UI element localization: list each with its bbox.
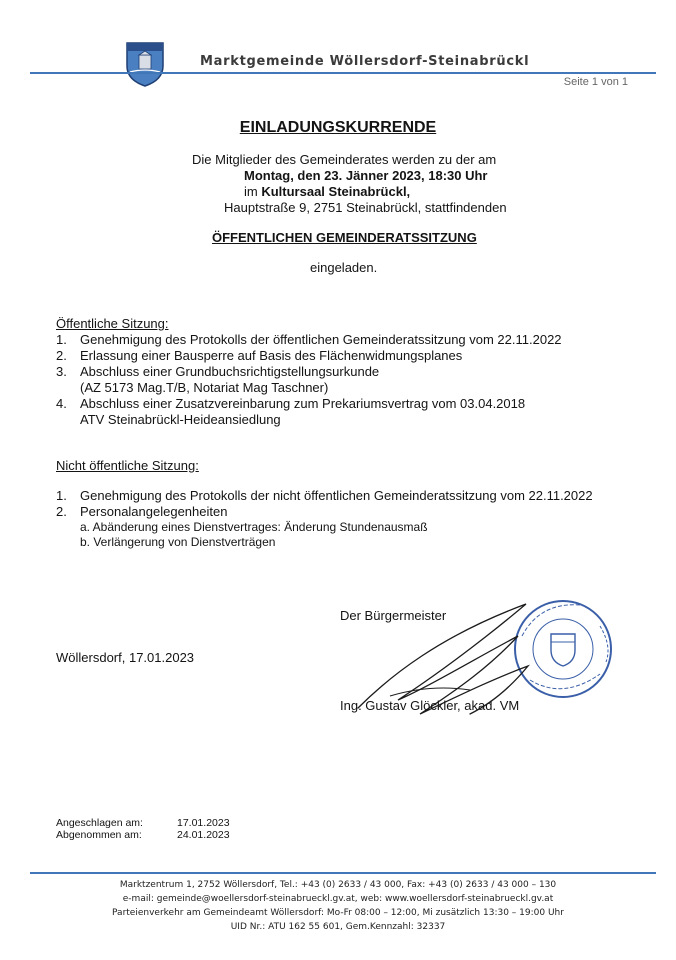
footer-tax-id: UID Nr.: ATU 162 55 601, Gem.Kennzahl: 32337 <box>230 922 446 932</box>
mayor-name: Ing. Gustav Glöckler, akad. VM <box>340 698 520 713</box>
header-divider <box>30 72 656 74</box>
private-session-heading: Nicht öffentliche Sitzung: <box>56 458 199 473</box>
footer-address: Marktzentrum 1, 2752 Wöllersdorf, Tel.: +43 (0) 2633 / 43 000, Fax: +43 (0) 2633 / 43 000 – 130 <box>119 880 557 890</box>
page-indicator: Seite 1 von 1 <box>563 76 628 88</box>
mayor-title: Der Bürgermeister <box>340 608 447 623</box>
meeting-type: ÖFFENTLICHEN GEMEINDERATSSITZUNG <box>212 230 477 245</box>
item-number: 1. <box>56 332 67 347</box>
item-text: Genehmigung des Protokolls der öffentlichen Gemeinderatssitzung vom 22.11.2022 <box>80 332 562 347</box>
document-title: EINLADUNGSKURRENDE <box>239 119 437 136</box>
item-number: 1. <box>56 488 67 503</box>
meeting-address: Hauptstraße 9, 2751 Steinabrückl, stattfindenden <box>224 200 507 215</box>
posted-label: Angeschlagen am: <box>56 817 143 829</box>
meeting-location <box>244 184 410 199</box>
meeting-date: Montag, den 23. Jänner 2023, 18:30 Uhr <box>244 168 488 183</box>
sub-item: b. Verlängerung von Dienstverträgen <box>80 535 276 549</box>
footer-contact: e-mail: gemeinde@woellersdorf-steinabrueckl.gv.at, web: www.woellersdorf-steinabrueckl.gv.at <box>122 894 554 904</box>
item-number: 4. <box>56 396 67 411</box>
item-number: 2. <box>56 348 67 363</box>
place-and-date: Wöllersdorf, 17.01.2023 <box>56 650 195 665</box>
item-number: 2. <box>56 504 67 519</box>
item-text: Abschluss einer Grundbuchsrichtigstellungsurkunde <box>80 364 380 379</box>
item-text-continued: ATV Steinabrückl-Heideansiedlung <box>80 412 281 427</box>
invited-text: eingeladen. <box>310 260 378 275</box>
item-number: 3. <box>56 364 67 379</box>
item-text: Genehmigung des Protokolls der nicht öffentlichen Gemeinderatssitzung vom 22.11.2022 <box>80 488 593 503</box>
item-text: Abschluss einer Zusatzvereinbarung zum Prekariumsvertrag vom 03.04.2018 <box>80 396 526 411</box>
removed-date: 24.01.2023 <box>177 829 230 841</box>
sub-item: a. Abänderung eines Dienstvertrages: Änderung Stundenausmaß <box>80 520 428 534</box>
coat-of-arms-icon <box>124 40 166 88</box>
item-text: Personalangelegenheiten <box>80 504 228 519</box>
location-name: Kultursaal Steinabrückl, <box>261 184 411 199</box>
removed-label: Abgenommen am: <box>56 829 142 841</box>
intro-line: Die Mitglieder des Gemeinderates werden zu der am <box>192 152 497 167</box>
footer-divider <box>30 872 656 874</box>
footer-opening-hours: Parteienverkehr am Gemeindeamt Wöllersdorf: Mo-Fr 08:00 – 12:00, Mi zusätzlich 13:30 – 19:00 Uhr <box>112 908 564 918</box>
location-prefix: im <box>244 184 258 199</box>
item-text: Erlassung einer Bausperre auf Basis des Flächenwidmungsplanes <box>80 348 463 363</box>
public-session-heading: Öffentliche Sitzung: <box>56 316 169 331</box>
item-text-continued: (AZ 5173 Mag.T/B, Notariat Mag Taschner) <box>80 380 329 395</box>
organization-name: Marktgemeinde Wöllersdorf-Steinabrückl <box>200 54 530 69</box>
posted-date: 17.01.2023 <box>177 817 230 829</box>
